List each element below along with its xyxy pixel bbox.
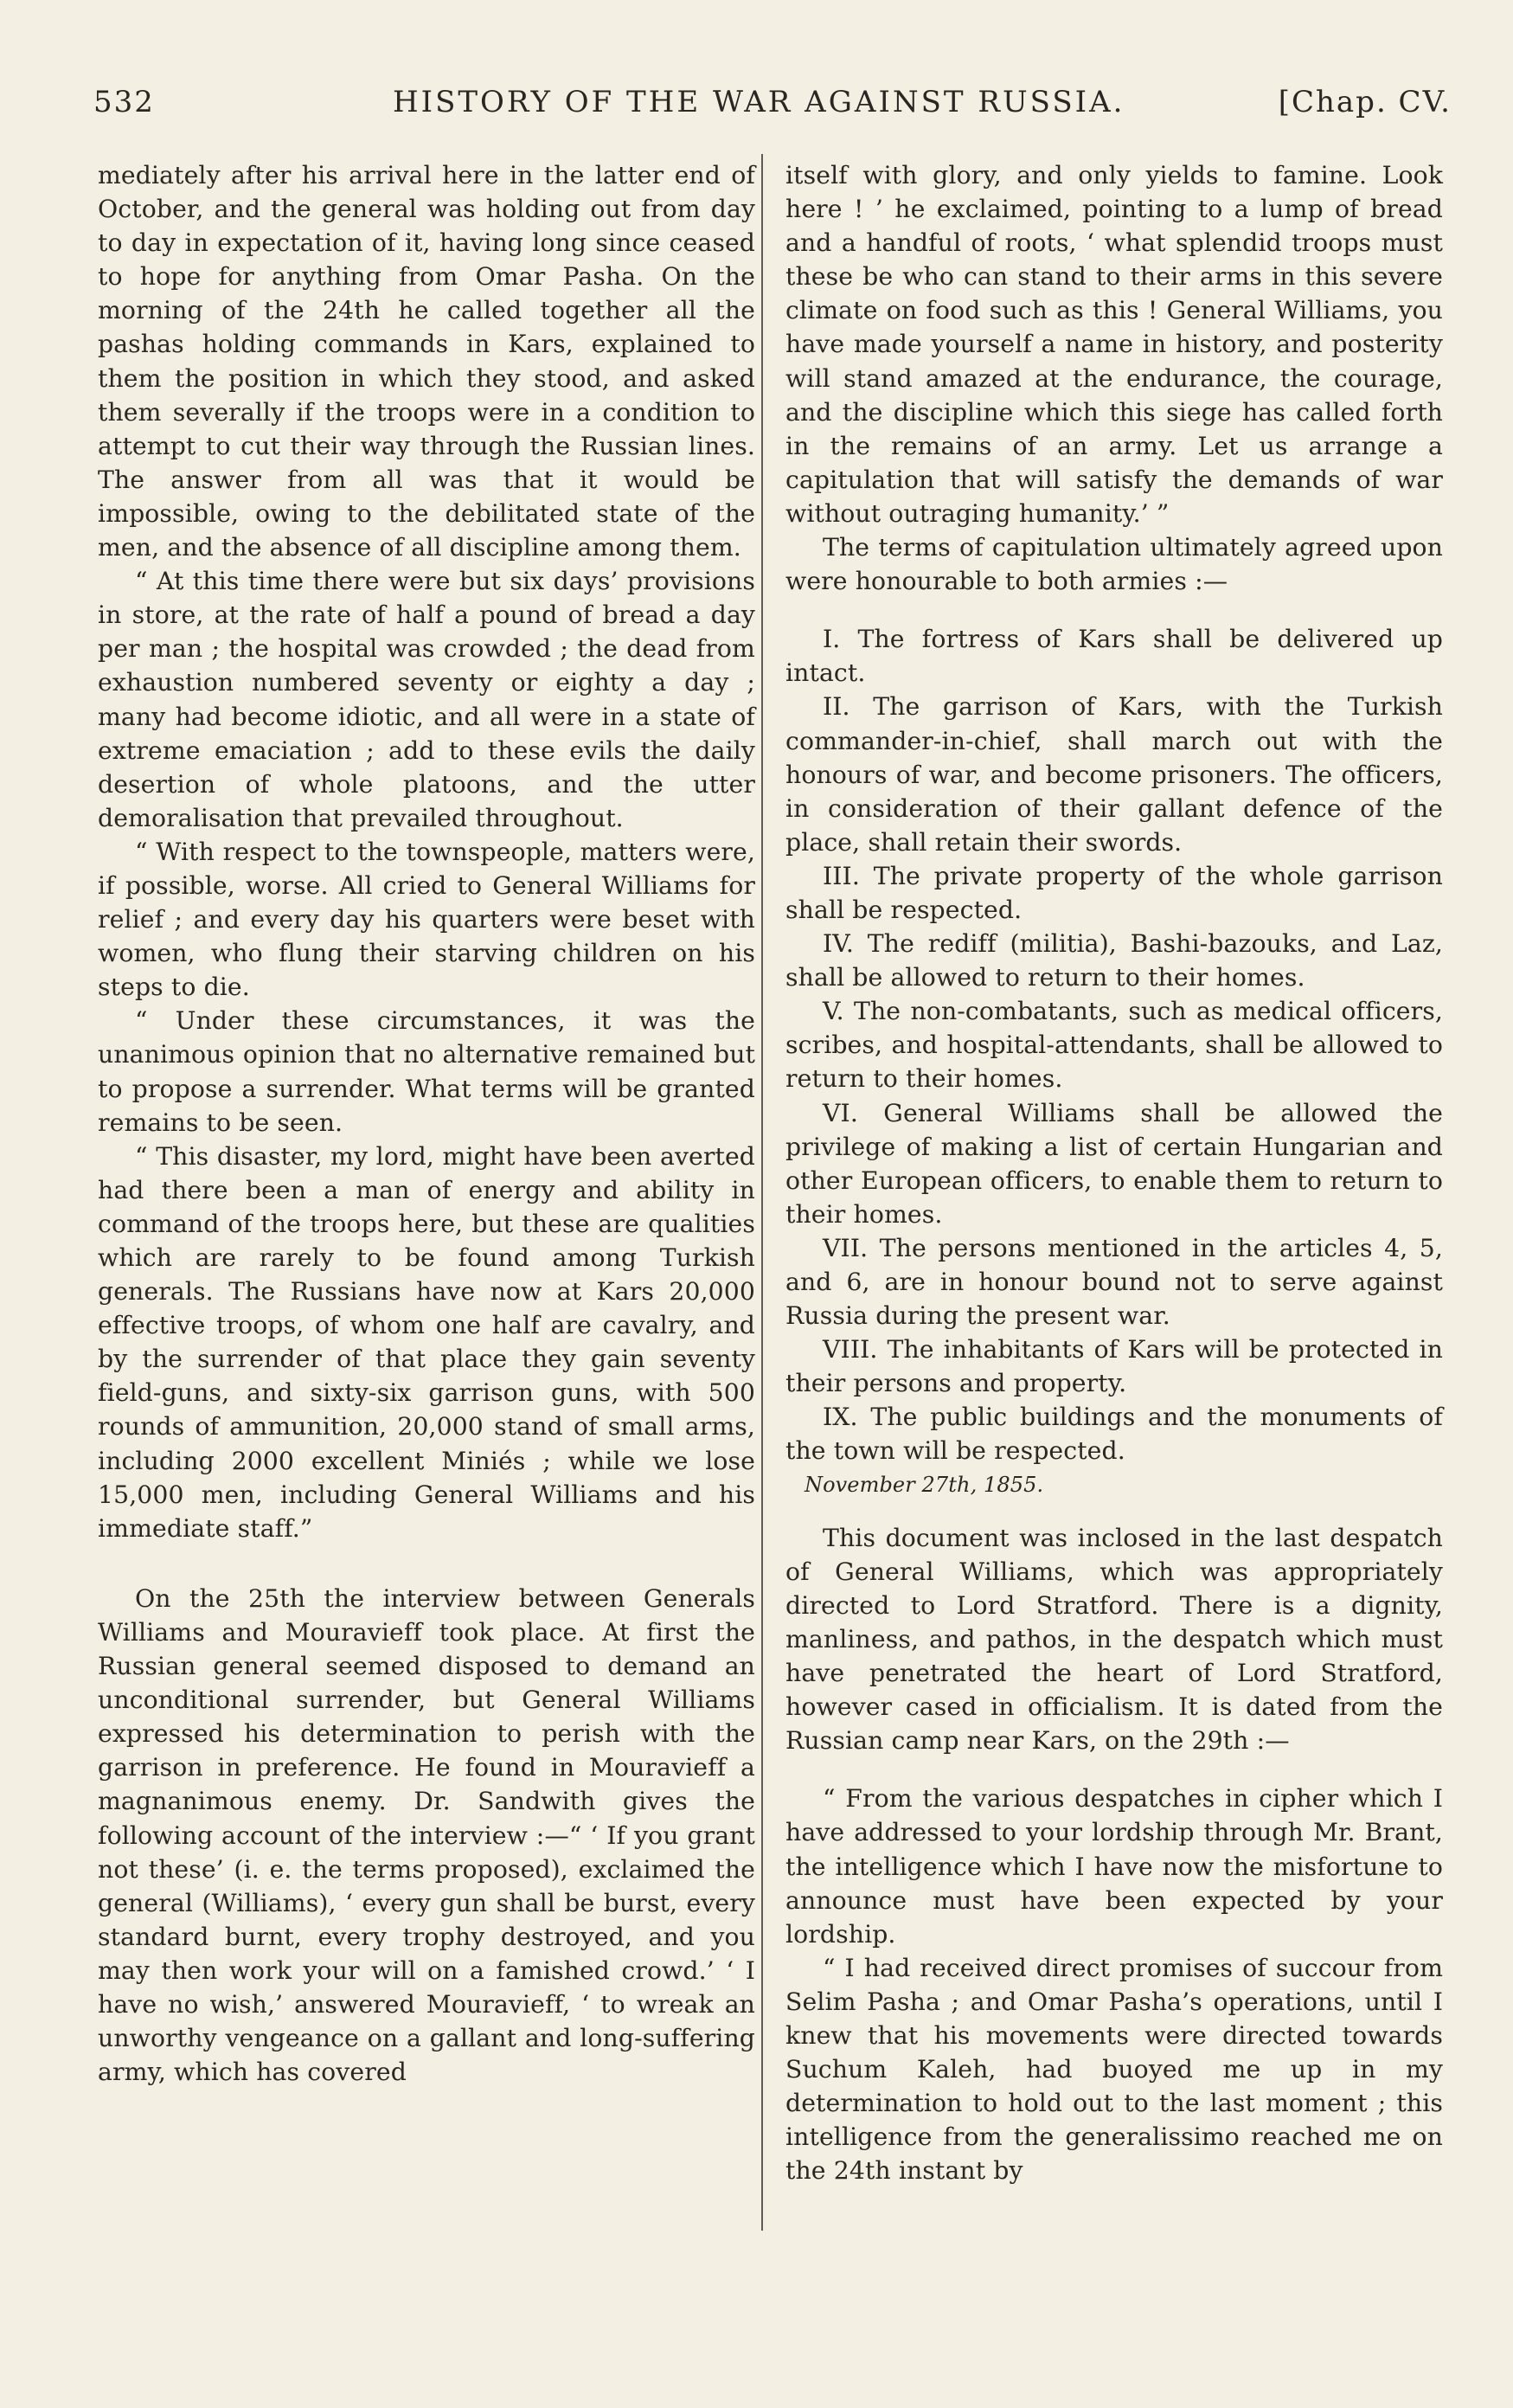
article: VIII. The inhabitants of Kars will be protected in their persons and property. xyxy=(785,1335,1443,1398)
article: V. The non-combatants, such as medical officers, scribes, and hospital-attendants, shall be allowed to return to their homes. xyxy=(785,997,1443,1094)
paragraph: “ From the various despatches in cipher which I have addressed to your lordship through Mr. Brant, the intelligence which I have now the misfortune to announce must have been expected by your lordship. xyxy=(785,1784,1443,1949)
article: III. The private property of the whole garrison shall be respected. xyxy=(785,861,1443,924)
paragraph: On the 25th the interview between Generals Williams and Mouravieff took place. At first the Russian general seemed disposed to demand an unconditional surrender, but General Williams expressed his determination to perish with the garrison in preference. He found in Mouravieff a magnanimous enemy. Dr. Sandwith gives the following account of the interview :—“ ‘ If you grant not these’ (i. e. the terms proposed), exclaimed the general (Williams), ‘ every gun shall be burst, every standard burnt, every trophy destroyed, and you may then work your will on a famished crowd.’ ‘ I have no wish,’ answered Mouravieff, ‘ to wreak an unworthy vengeance on a gallant and long-suffering army, which has covered xyxy=(98,1583,755,2087)
right-column xyxy=(785,158,1443,2187)
column-divider xyxy=(761,154,763,2231)
paragraph: mediately after his arrival here in the latter end of October, and the general was holding out from day to day in expectation of it, having long since ceased to hope for anything from Omar Pasha. On the morning of the 24th he called together all the pashas holding commands in Kars, explained to them the position in which they stood, and asked them severally if the troops were in a condition to attempt to cut their way through the Russian lines. The answer from all was that it would be impossible, owing to the debilitated state of the men, and the absence of all discipline among them. xyxy=(98,161,755,562)
running-header xyxy=(93,85,1452,130)
left-column xyxy=(98,158,755,2089)
article: IV. The rediff (militia), Bashi-bazouks, and Laz, shall be allowed to return to their homes. xyxy=(785,929,1443,992)
paragraph: “ I had received direct promises of succour from Selim Pasha ; and Omar Pasha’s operations, until I knew that his movements were directed towards Suchum Kaleh, had buoyed me up in my determination to hold out to the last moment ; this intelligence from the generalissimo reached me on the 24th instant by xyxy=(785,1953,1443,2186)
article: VII. The persons mentioned in the articles 4, 5, and 6, are in honour bound not to serve against Russia during the present war. xyxy=(785,1233,1443,1331)
article: I. The fortress of Kars shall be delivered up intact. xyxy=(785,625,1443,688)
running-title: HISTORY OF THE WAR AGAINST RUSSIA. xyxy=(393,85,1125,119)
article: II. The garrison of Kars, with the Turkish commander-in-chief, shall march out with the honours of war, and become prisoners. The officers, in consideration of their gallant defence of the place, shall retain their swords. xyxy=(785,692,1443,857)
paragraph: “ Under these circumstances, it was the unanimous opinion that no alternative remained but to propose a surrender. What terms will be granted remains to be seen. xyxy=(98,1006,755,1137)
article: VI. General Williams shall be allowed the privilege of making a list of certain Hungarian and other European officers, to enable them to return to their homes. xyxy=(785,1098,1443,1229)
chapter-label: [Chap. CV. xyxy=(1278,85,1452,119)
paragraph: This document was inclosed in the last despatch of General Williams, which was appropriately directed to Lord Stratford. There is a dignity, manliness, and pathos, in the despatch which must have penetrated the heart of Lord Stratford, however cased in officialism. It is dated from the Russian camp near Kars, on the 29th :— xyxy=(785,1523,1443,1756)
paragraph: itself with glory, and only yields to famine. Look here ! ’ he exclaimed, pointing to a lump of bread and a handful of roots, ‘ what splendid troops must these be who can stand to their arms in this severe climate on food such as this ! General Williams, you have made yourself a name in history, and posterity will stand amazed at the endurance, the courage, and the discipline which this siege has called forth in the remains of an army. Let us arrange a capitulation that will satisfy the demands of war without outraging humanity.’ ” xyxy=(785,161,1443,528)
dateline: November 27th, 1855. xyxy=(805,1472,1044,1497)
page-number: 532 xyxy=(93,85,155,119)
paragraph: “ With respect to the townspeople, matters were, if possible, worse. All cried to General Williams for relief ; and every day his quarters were beset with women, who flung their starving children on his steps to die. xyxy=(98,837,755,1002)
paragraph: The terms of capitulation ultimately agreed upon were honourable to both armies :— xyxy=(785,533,1443,596)
paragraph: “ This disaster, my lord, might have been averted had there been a man of energy and ability in command of the troops here, but these are qualities which are rarely to be found among Turkish generals. The Russians have now at Kars 20,000 effective troops, of whom one half are cavalry, and by the surrender of that place they gain seventy field-guns, and sixty-six garrison guns, with 500 rounds of ammunition, 20,000 stand of small arms, including 2000 excellent Miniés ; while we lose 15,000 men, including General Williams and his immediate staff.” xyxy=(98,1141,755,1543)
paragraph: “ At this time there were but six days’ provisions in store, at the rate of half a pound of bread a day per man ; the hospital was crowded ; the dead from exhaustion numbered seventy or eighty a day ; many had become idiotic, and all were in a state of extreme emaciation ; add to these evils the daily desertion of whole platoons, and the utter demoralisation that prevailed throughout. xyxy=(98,567,755,832)
article: IX. The public buildings and the monuments of the town will be respected. xyxy=(785,1403,1443,1466)
